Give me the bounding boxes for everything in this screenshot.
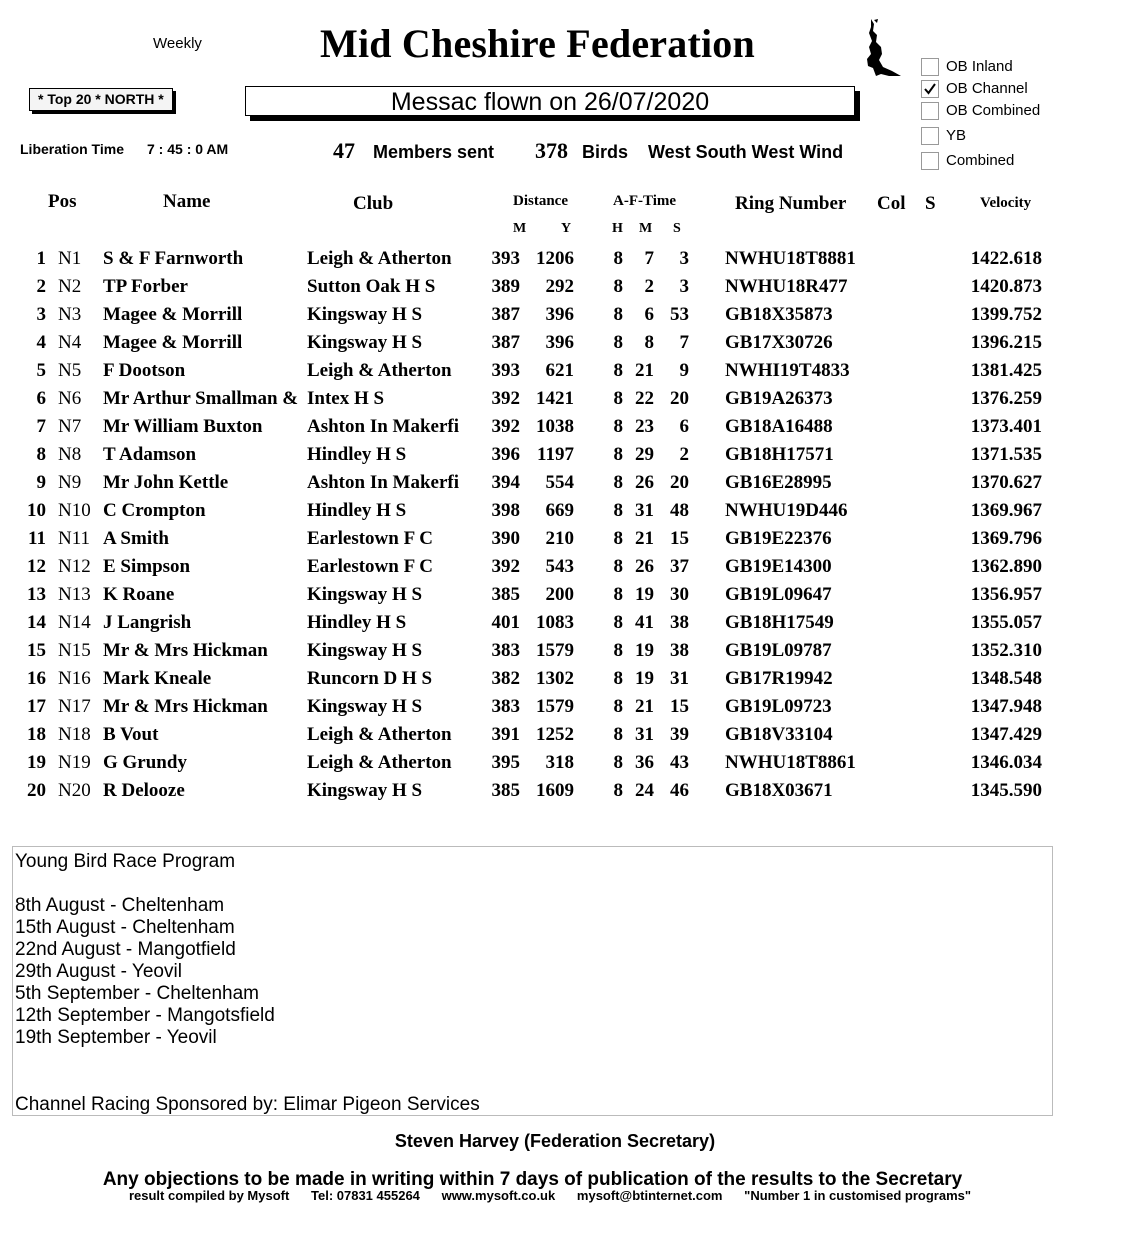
row-position: 11	[28, 528, 46, 549]
row-code: N6	[58, 388, 82, 409]
sponsor-text: Channel Racing Sponsored by: Elimar Pigeon Services	[15, 1094, 480, 1115]
col-header-pos: Pos	[48, 191, 77, 212]
row-velocity: 1381.425	[970, 360, 1042, 381]
row-club: Leigh & Atherton	[307, 724, 452, 745]
row-ring-number: GB16E28995	[725, 472, 832, 493]
objections-notice: Any objections to be made in writing within 7 days of publication of the results to the Secretary	[102, 1169, 963, 1190]
race-program-box	[12, 846, 1053, 1116]
row-velocity: 1399.752	[970, 304, 1042, 325]
page-title: Mid Cheshire Federation	[320, 21, 755, 66]
row-hours: 8	[613, 500, 623, 521]
row-code: N3	[58, 304, 82, 325]
program-date: 8th August - Cheltenham	[15, 895, 225, 916]
row-minutes: 24	[635, 780, 654, 801]
row-position: 7	[36, 416, 46, 437]
checkmark-icon	[923, 82, 937, 96]
row-velocity: 1362.890	[970, 556, 1042, 577]
row-minutes: 21	[635, 360, 654, 381]
row-minutes: 19	[635, 640, 654, 661]
row-miles: 383	[491, 696, 520, 717]
row-yards: 318	[545, 752, 574, 773]
row-velocity: 1420.873	[970, 276, 1042, 297]
row-ring-number: NWHU19D446	[725, 500, 848, 521]
row-position: 3	[36, 304, 46, 325]
row-club: Sutton Oak H S	[307, 276, 436, 297]
row-position: 4	[36, 332, 46, 353]
row-code: N9	[58, 472, 82, 493]
row-velocity: 1345.590	[970, 780, 1042, 801]
row-code: N20	[58, 780, 91, 801]
row-seconds: 48	[670, 500, 689, 521]
row-miles: 394	[491, 472, 520, 493]
row-code: N12	[58, 556, 91, 577]
col-header-seconds: S	[673, 221, 681, 236]
row-velocity: 1396.215	[970, 332, 1042, 353]
row-name: A Smith	[103, 528, 169, 549]
row-minutes: 7	[644, 248, 654, 269]
row-name: Mark Kneale	[103, 668, 212, 689]
category-label: Combined	[946, 152, 1015, 169]
col-header-name: Name	[163, 191, 211, 212]
row-hours: 8	[613, 584, 623, 605]
row-minutes: 31	[635, 500, 654, 521]
program-date: 5th September - Cheltenham	[15, 983, 259, 1004]
row-ring-number: GB17X30726	[725, 332, 833, 353]
row-yards: 1302	[536, 668, 574, 689]
row-hours: 8	[613, 780, 623, 801]
phone-number: Tel: 07831 455264	[311, 1188, 420, 1203]
row-name: F Dootson	[103, 360, 186, 381]
compiled-by: result compiled by Mysoft	[128, 1188, 290, 1203]
row-minutes: 2	[644, 276, 654, 297]
row-position: 19	[27, 752, 46, 773]
row-minutes: 31	[635, 724, 654, 745]
row-club: Earlestown F C	[307, 556, 433, 577]
row-yards: 1083	[536, 612, 574, 633]
row-name: Magee & Morrill	[103, 304, 243, 325]
row-name: S & F Farnworth	[103, 248, 244, 269]
row-velocity: 1369.796	[970, 528, 1042, 549]
row-yards: 1038	[536, 416, 574, 437]
row-club: Intex H S	[307, 388, 385, 409]
row-hours: 8	[613, 640, 623, 661]
row-velocity: 1422.618	[970, 248, 1042, 269]
row-hours: 8	[613, 444, 623, 465]
row-club: Leigh & Atherton	[307, 752, 452, 773]
col-header-ring: Ring Number	[735, 193, 847, 214]
liberation-time: 7 : 45 : 0 AM	[147, 141, 229, 157]
row-position: 10	[27, 500, 46, 521]
col-header-minutes: M	[639, 221, 653, 236]
row-minutes: 41	[635, 612, 654, 633]
row-code: N19	[58, 752, 91, 773]
row-club: Leigh & Atherton	[307, 360, 452, 381]
col-header-hours: H	[612, 221, 623, 236]
row-code: N17	[58, 696, 91, 717]
row-miles: 392	[491, 388, 520, 409]
row-ring-number: NWHU18T8881	[725, 248, 856, 269]
checkbox[interactable]	[921, 127, 939, 145]
row-seconds: 31	[670, 668, 689, 689]
row-code: N10	[58, 500, 91, 521]
row-name: T Adamson	[103, 444, 197, 465]
row-minutes: 26	[635, 556, 654, 577]
row-seconds: 38	[670, 612, 689, 633]
row-position: 14	[27, 612, 46, 633]
program-date: 15th August - Cheltenham	[15, 917, 235, 938]
row-code: N18	[58, 724, 91, 745]
row-miles: 391	[491, 724, 520, 745]
row-seconds: 3	[679, 248, 689, 269]
row-position: 13	[27, 584, 46, 605]
row-position: 16	[27, 668, 46, 689]
row-club: Hindley H S	[307, 444, 407, 465]
row-miles: 401	[491, 612, 520, 633]
row-position: 6	[36, 388, 46, 409]
row-miles: 392	[491, 556, 520, 577]
row-velocity: 1352.310	[970, 640, 1042, 661]
row-ring-number: GB19A26373	[725, 388, 833, 409]
row-club: Runcorn D H S	[307, 668, 433, 689]
row-yards: 292	[545, 276, 574, 297]
row-hours: 8	[613, 332, 623, 353]
row-hours: 8	[613, 416, 623, 437]
row-minutes: 22	[635, 388, 654, 409]
row-position: 12	[27, 556, 46, 577]
row-hours: 8	[613, 724, 623, 745]
row-club: Leigh & Atherton	[307, 248, 452, 269]
row-position: 1	[36, 248, 46, 269]
row-ring-number: GB18V33104	[725, 724, 833, 745]
row-ring-number: GB18X03671	[725, 780, 833, 801]
row-seconds: 2	[679, 444, 689, 465]
row-name: G Grundy	[103, 752, 187, 773]
weekly-label: Weekly	[153, 35, 202, 52]
birds-count: 378	[535, 138, 568, 163]
row-name: C Crompton	[103, 500, 206, 521]
row-position: 2	[36, 276, 46, 297]
row-minutes: 29	[635, 444, 654, 465]
row-name: Mr John Kettle	[103, 472, 229, 493]
row-name: Magee & Morrill	[103, 332, 243, 353]
row-position: 17	[27, 696, 46, 717]
row-code: N14	[58, 612, 91, 633]
row-seconds: 39	[670, 724, 689, 745]
row-club: Hindley H S	[307, 612, 407, 633]
row-minutes: 19	[635, 668, 654, 689]
row-name: E Simpson	[103, 556, 191, 577]
row-velocity: 1369.967	[970, 500, 1042, 521]
row-seconds: 53	[670, 304, 689, 325]
row-yards: 396	[545, 304, 574, 325]
row-ring-number: GB18A16488	[725, 416, 833, 437]
row-hours: 8	[613, 696, 623, 717]
row-position: 20	[27, 780, 46, 801]
checkbox[interactable]	[921, 102, 939, 120]
row-name: R Delooze	[103, 780, 185, 801]
row-minutes: 19	[635, 584, 654, 605]
row-velocity: 1373.401	[970, 416, 1042, 437]
row-minutes: 36	[635, 752, 654, 773]
birds-label: Birds	[582, 142, 629, 162]
row-ring-number: GB18H17549	[725, 612, 834, 633]
row-miles: 393	[491, 360, 520, 381]
row-position: 5	[36, 360, 46, 381]
row-position: 9	[36, 472, 46, 493]
row-club: Kingsway H S	[307, 332, 423, 353]
category-label: OB Combined	[946, 102, 1041, 119]
row-velocity: 1347.948	[970, 696, 1042, 717]
program-date: 19th September - Yeovil	[15, 1027, 217, 1048]
row-ring-number: NWHU18R477	[725, 276, 848, 297]
row-seconds: 20	[670, 472, 689, 493]
row-hours: 8	[613, 248, 623, 269]
row-name: B Vout	[103, 724, 159, 745]
row-ring-number: GB19L09723	[725, 696, 832, 717]
row-miles: 389	[491, 276, 520, 297]
row-miles: 382	[491, 668, 520, 689]
row-code: N11	[58, 528, 91, 549]
row-miles: 385	[491, 584, 520, 605]
program-date: 22nd August - Mangotfield	[15, 939, 236, 960]
pigeon-silhouette-icon	[862, 18, 902, 76]
row-hours: 8	[613, 668, 623, 689]
row-velocity: 1347.429	[970, 724, 1042, 745]
row-club: Hindley H S	[307, 500, 407, 521]
row-hours: 8	[613, 528, 623, 549]
row-yards: 543	[545, 556, 574, 577]
row-velocity: 1346.034	[970, 752, 1042, 773]
row-minutes: 6	[644, 304, 654, 325]
category-label: YB	[946, 127, 967, 144]
row-ring-number: GB18X35873	[725, 304, 833, 325]
row-ring-number: GB18H17571	[725, 444, 834, 465]
row-position: 8	[36, 444, 46, 465]
row-miles: 392	[491, 416, 520, 437]
row-club: Ashton In Makerfi	[307, 472, 460, 493]
row-velocity: 1370.627	[970, 472, 1042, 493]
row-seconds: 43	[670, 752, 689, 773]
row-club: Kingsway H S	[307, 584, 423, 605]
row-name: Mr & Mrs Hickman	[103, 640, 268, 661]
row-seconds: 46	[670, 780, 689, 801]
liberation-label: Liberation Time	[20, 141, 124, 157]
row-yards: 200	[545, 584, 574, 605]
row-velocity: 1356.957	[970, 584, 1042, 605]
row-ring-number: GB17R19942	[725, 668, 833, 689]
row-velocity: 1348.548	[970, 668, 1042, 689]
row-yards: 554	[545, 472, 574, 493]
row-club: Kingsway H S	[307, 304, 423, 325]
row-yards: 1197	[537, 444, 574, 465]
row-miles: 387	[491, 332, 520, 353]
row-ring-number: GB19E22376	[725, 528, 832, 549]
secretary-name: Steven Harvey (Federation Secretary)	[394, 1131, 716, 1151]
row-seconds: 37	[670, 556, 689, 577]
row-position: 18	[27, 724, 46, 745]
category-label: OB Channel	[946, 80, 1028, 97]
checkbox[interactable]	[921, 80, 939, 98]
row-seconds: 30	[670, 584, 689, 605]
row-code: N15	[58, 640, 91, 661]
row-ring-number: NWHI19T4833	[725, 360, 850, 381]
row-minutes: 23	[635, 416, 654, 437]
row-velocity: 1355.057	[970, 612, 1042, 633]
row-miles: 393	[491, 248, 520, 269]
row-code: N7	[58, 416, 82, 437]
row-ring-number: GB19L09647	[725, 584, 832, 605]
row-hours: 8	[613, 472, 623, 493]
row-miles: 385	[491, 780, 520, 801]
program-date: 12th September - Mangotsfield	[15, 1005, 275, 1026]
row-code: N5	[58, 360, 82, 381]
row-position: 15	[27, 640, 46, 661]
col-header-miles: M	[513, 221, 527, 236]
row-hours: 8	[613, 612, 623, 633]
col-header-velocity: Velocity	[980, 195, 1032, 211]
checkbox[interactable]	[921, 58, 939, 76]
row-yards: 210	[545, 528, 574, 549]
col-header-s: S	[925, 193, 936, 214]
row-velocity: 1376.259	[970, 388, 1042, 409]
program-date: 29th August - Yeovil	[15, 961, 182, 982]
row-ring-number: GB19L09787	[725, 640, 832, 661]
row-club: Ashton In Makerfi	[307, 416, 460, 437]
row-yards: 396	[545, 332, 574, 353]
row-seconds: 9	[679, 360, 689, 381]
row-seconds: 38	[670, 640, 689, 661]
row-seconds: 20	[670, 388, 689, 409]
row-miles: 398	[491, 500, 520, 521]
row-code: N16	[58, 668, 91, 689]
row-hours: 8	[613, 276, 623, 297]
row-name: Mr Arthur Smallman &	[103, 388, 299, 409]
row-hours: 8	[613, 360, 623, 381]
row-hours: 8	[613, 388, 623, 409]
row-miles: 395	[491, 752, 520, 773]
row-name: Mr & Mrs Hickman	[103, 696, 268, 717]
row-club: Kingsway H S	[307, 696, 423, 717]
row-yards: 1252	[536, 724, 574, 745]
row-minutes: 8	[644, 332, 654, 353]
row-name: J Langrish	[103, 612, 192, 633]
checkbox[interactable]	[921, 152, 939, 170]
row-name: TP Forber	[103, 276, 188, 297]
row-yards: 669	[545, 500, 574, 521]
members-label: Members sent	[373, 142, 495, 162]
email-link[interactable]: mysoft@btinternet.com	[576, 1188, 723, 1203]
race-title: Messac flown on 26/07/2020	[245, 86, 855, 116]
category-label: OB Inland	[946, 58, 1013, 75]
row-name: K Roane	[103, 584, 175, 605]
compiler-credits	[0, 1188, 1100, 1203]
row-miles: 383	[491, 640, 520, 661]
row-yards: 621	[545, 360, 574, 381]
row-velocity: 1371.535	[970, 444, 1042, 465]
row-miles: 387	[491, 304, 520, 325]
row-code: N4	[58, 332, 82, 353]
row-hours: 8	[613, 556, 623, 577]
col-header-yards: Y	[561, 221, 572, 236]
row-code: N8	[58, 444, 82, 465]
row-hours: 8	[613, 304, 623, 325]
row-seconds: 3	[679, 276, 689, 297]
slogan: "Number 1 in customised programs"	[744, 1188, 972, 1203]
row-miles: 390	[491, 528, 520, 549]
col-header-aftime: A-F-Time	[613, 193, 677, 209]
row-minutes: 26	[635, 472, 654, 493]
row-code: N13	[58, 584, 91, 605]
row-minutes: 21	[635, 528, 654, 549]
website-link[interactable]: www.mysoft.co.uk	[441, 1188, 556, 1203]
row-code: N1	[58, 248, 82, 269]
row-yards: 1579	[536, 640, 574, 661]
col-header-distance: Distance	[513, 193, 568, 209]
row-ring-number: NWHU18T8861	[725, 752, 856, 773]
row-club: Kingsway H S	[307, 640, 423, 661]
row-seconds: 7	[679, 332, 689, 353]
row-yards: 1579	[536, 696, 574, 717]
row-seconds: 6	[679, 416, 689, 437]
row-yards: 1421	[536, 388, 574, 409]
program-title: Young Bird Race Program	[15, 851, 236, 872]
row-seconds: 15	[670, 528, 689, 549]
col-header-club: Club	[353, 193, 394, 214]
wind-direction: West South West Wind	[648, 142, 844, 162]
row-miles: 396	[491, 444, 520, 465]
row-hours: 8	[613, 752, 623, 773]
row-ring-number: GB19E14300	[725, 556, 832, 577]
members-count: 47	[333, 138, 355, 163]
col-header-col: Col	[877, 193, 906, 214]
row-code: N2	[58, 276, 82, 297]
row-club: Kingsway H S	[307, 780, 423, 801]
row-club: Earlestown F C	[307, 528, 433, 549]
row-name: Mr William Buxton	[103, 416, 263, 437]
row-yards: 1206	[536, 248, 574, 269]
row-yards: 1609	[536, 780, 574, 801]
row-minutes: 21	[635, 696, 654, 717]
section-badge: * Top 20 * NORTH *	[29, 88, 173, 111]
row-seconds: 15	[670, 696, 689, 717]
